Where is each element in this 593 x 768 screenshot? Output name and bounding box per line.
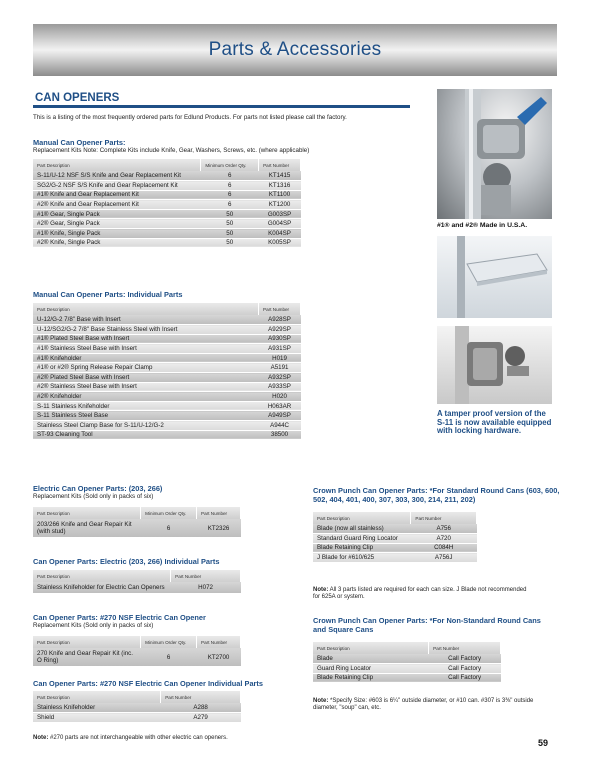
cell-part-number: 38500 <box>259 430 301 440</box>
table-row <box>33 334 301 344</box>
table-row <box>33 430 301 440</box>
crown-punch-photo <box>437 236 552 318</box>
col-part-description: Part Description <box>33 159 201 171</box>
col-part-number: Part Number <box>411 512 477 524</box>
table-row <box>33 713 241 723</box>
nsf270-individual-title: Can Opener Parts: #270 NSF Electric Can Opener Individual Parts <box>33 679 264 688</box>
crown-nonstandard-title: Crown Punch Can Opener Parts: *For Non-Standard Round Cans and Square Cans <box>313 616 541 634</box>
manual-individual-title: Manual Can Opener Parts: Individual Parts <box>33 290 183 299</box>
table-row <box>33 344 301 354</box>
col-part-description: Part Description <box>33 636 141 648</box>
table-row <box>313 543 477 553</box>
manual-individual-table <box>33 303 301 440</box>
cell-description: #1® Knife, Single Pack <box>33 229 201 239</box>
col-part-number: Part Number <box>171 570 241 582</box>
can-opener-illustration <box>437 89 552 219</box>
tamper-proof-caption: A tamper proof version of the S-11 is now available equipped with locking hardware. <box>437 409 552 436</box>
cell-part-number: A720 <box>411 534 477 544</box>
table-row <box>33 392 301 402</box>
cell-part-number: A933SP <box>259 382 301 392</box>
col-part-number: Part Number <box>197 636 241 648</box>
cell-part-number: KT1100 <box>259 190 301 200</box>
page-banner <box>33 24 557 76</box>
cell-part-number: A949SP <box>259 411 301 421</box>
crown-punch-illustration <box>437 236 552 318</box>
section-header <box>33 89 410 108</box>
col-part-number: Part Number <box>197 507 241 519</box>
col-part-description: Part Description <box>33 507 141 519</box>
cell-part-number: K004SP <box>259 229 301 239</box>
section-title: CAN OPENERS <box>35 92 120 104</box>
cell-part-number: A756 <box>411 524 477 534</box>
table-row <box>313 524 477 534</box>
crown-standard-note <box>313 587 533 602</box>
cell-part-number: KT1200 <box>259 200 301 210</box>
col-part-description: Part Description <box>313 512 411 524</box>
cell-part-number: KT2700 <box>197 648 241 667</box>
electric-individual-table <box>33 570 241 594</box>
cell-description: SG2/G-2 NSF S/S Knife and Gear Replacement Kit <box>33 181 201 191</box>
electric-kits-title: Electric Can Opener Parts: (203, 266) <box>33 484 163 493</box>
table-row <box>33 421 301 431</box>
manual-kits-table <box>33 159 301 248</box>
cell-qty: 50 <box>201 219 259 229</box>
cell-description: #2® Knife and Gear Replacement Kit <box>33 200 201 210</box>
nsf270-kits-title: Can Opener Parts: #270 NSF Electric Can Opener <box>33 613 206 622</box>
tamper-proof-photo <box>437 326 552 404</box>
cell-description: Blade Retaining Clip <box>313 673 429 683</box>
cell-description: #2® Knifeholder <box>33 392 259 402</box>
cell-description: #2® Knife, Single Pack <box>33 238 201 248</box>
cell-description: S-11 Stainless Knifeholder <box>33 401 259 411</box>
cell-description: Standard Guard Ring Locator <box>313 534 411 544</box>
cell-part-number: H019 <box>259 353 301 363</box>
cell-part-number: G004SP <box>259 219 301 229</box>
col-part-description: Part Description <box>33 691 161 703</box>
cell-part-number: A930SP <box>259 334 301 344</box>
cell-description: Stainless Steel Clamp Base for S-11/U-12/G-2 <box>33 421 259 431</box>
cell-description: U-12/G-2 7/8" Base with Insert <box>33 315 259 325</box>
cell-description: Blade <box>313 654 429 664</box>
cell-part-number: A756J <box>411 553 477 563</box>
cell-qty: 50 <box>201 238 259 248</box>
cell-description: Blade (now all stainless) <box>313 524 411 534</box>
cell-description: #1® Plated Steel Base with Insert <box>33 334 259 344</box>
cell-description: Blade Retaining Clip <box>313 543 411 553</box>
cell-qty: 6 <box>201 171 259 181</box>
col-min-order: Minimum Order Qty. <box>141 636 197 648</box>
table-row <box>313 534 477 544</box>
table-row <box>33 411 301 421</box>
crown-nonstandard-table <box>313 642 501 683</box>
cell-description: ST-93 Cleaning Tool <box>33 430 259 440</box>
cell-qty: 50 <box>201 229 259 239</box>
cell-part-number: Call Factory <box>429 654 501 664</box>
cell-qty: 6 <box>201 181 259 191</box>
crown-standard-title: Crown Punch Can Opener Parts: *For Standard Round Cans (603, 600, 502, 404, 401, 400, 307, 303, 300, 214, 211, 202) <box>313 486 560 504</box>
cell-part-number: G003SP <box>259 209 301 219</box>
table-row <box>313 654 501 664</box>
cell-part-number: A944C <box>259 421 301 431</box>
table-row <box>33 363 301 373</box>
cell-part-number: C084H <box>411 543 477 553</box>
note-text: All 3 parts listed are required for each can size. J Blade not recommended for 625A or system. <box>313 587 527 601</box>
cell-part-number: A5191 <box>259 363 301 373</box>
note-text: *Specify Size: #603 is 6¼" outside diameter, or #10 can. #307 is 3⅜" outside diameter, "soup" can, etc. <box>313 698 534 712</box>
table-row <box>33 209 301 219</box>
cell-description: #1® Gear, Single Pack <box>33 209 201 219</box>
col-part-description: Part Description <box>313 642 429 654</box>
cell-part-number: Call Factory <box>429 664 501 674</box>
cell-description: Guard Ring Locator <box>313 664 429 674</box>
cell-qty: 6 <box>201 200 259 210</box>
cell-description: #2® Stainless Steel Base with Insert <box>33 382 259 392</box>
cell-part-number: A932SP <box>259 373 301 383</box>
cell-description: Shield <box>33 713 161 723</box>
page-title: Parts & Accessories <box>208 39 382 60</box>
cell-description: Stainless Knifeholder <box>33 703 161 713</box>
cell-part-number: A288 <box>161 703 241 713</box>
table-row <box>33 171 301 181</box>
cell-part-number: A929SP <box>259 325 301 335</box>
manual-kits-title: Manual Can Opener Parts: <box>33 138 126 147</box>
table-row <box>33 582 241 594</box>
nsf270-kits-table <box>33 636 241 667</box>
table-row <box>313 673 501 683</box>
table-row <box>33 315 301 325</box>
can-opener-photo <box>437 89 552 219</box>
col-part-number: Part Number <box>429 642 501 654</box>
cell-part-number: Call Factory <box>429 673 501 683</box>
cell-description: #1® Knifeholder <box>33 353 259 363</box>
col-min-order: Minimum Order Qty. <box>141 507 197 519</box>
photo-caption: #1® and #2® Made in U.S.A. <box>437 222 528 229</box>
col-part-description: Part Description <box>33 570 171 582</box>
manual-kits-subtitle: Replacement Kits Note: Complete Kits include Knife, Gear, Washers, Screws, etc. (where applicable) <box>33 147 310 154</box>
cell-description: #1® Knife and Gear Replacement Kit <box>33 190 201 200</box>
nsf270-kits-subtitle: Replacement Kits (Sold only in packs of six) <box>33 622 154 629</box>
cell-description: #2® Gear, Single Pack <box>33 219 201 229</box>
cell-description: S-11 Stainless Steel Base <box>33 411 259 421</box>
cell-part-number: K005SP <box>259 238 301 248</box>
table-row <box>33 353 301 363</box>
table-row <box>33 519 241 538</box>
table-row <box>33 703 241 713</box>
cell-qty: 50 <box>201 209 259 219</box>
cell-description: U-12/SG2/G-2 7/8" Base Stainless Steel with Insert <box>33 325 259 335</box>
tamper-proof-illustration <box>437 326 552 404</box>
table-row <box>33 229 301 239</box>
cell-part-number: H063AR <box>259 401 301 411</box>
table-row <box>313 664 501 674</box>
table-row <box>33 219 301 229</box>
cell-part-number: A931SP <box>259 344 301 354</box>
cell-description: 270 Knife and Gear Repair Kit (inc. O Ring) <box>33 648 141 667</box>
table-row <box>33 325 301 335</box>
cell-qty: 6 <box>141 519 197 538</box>
electric-kits-table <box>33 507 241 538</box>
table-row <box>313 553 477 563</box>
cell-description: Stainless Knifeholder for Electric Can Openers <box>33 582 171 594</box>
col-min-order: Minimum Order Qty. <box>201 159 259 171</box>
cell-part-number: KT1316 <box>259 181 301 191</box>
note-label: Note: <box>33 735 49 741</box>
crown-standard-table <box>313 512 477 563</box>
col-part-number: Part Number <box>161 691 241 703</box>
cell-description: J Blade for #610/625 <box>313 553 411 563</box>
cell-description: 203/266 Knife and Gear Repair Kit (with stud) <box>33 519 141 538</box>
cell-part-number: H020 <box>259 392 301 402</box>
table-row <box>33 238 301 248</box>
page-number: 59 <box>538 738 549 748</box>
cell-part-number: A279 <box>161 713 241 723</box>
cell-description: #1® Stainless Steel Base with Insert <box>33 344 259 354</box>
electric-individual-title: Can Opener Parts: Electric (203, 266) Individual Parts <box>33 557 220 566</box>
col-part-number: Part Number <box>259 303 301 315</box>
note-text: #270 parts are not interchangeable with other electric can openers. <box>48 735 228 741</box>
table-row <box>33 401 301 411</box>
cell-description: #1® or #2® Spring Release Repair Clamp <box>33 363 259 373</box>
cell-part-number: A928SP <box>259 315 301 325</box>
nsf270-individual-table <box>33 691 241 723</box>
cell-qty: 6 <box>201 190 259 200</box>
cell-qty: 6 <box>141 648 197 667</box>
note-label: Note: <box>313 698 329 704</box>
table-row <box>33 190 301 200</box>
table-row <box>33 181 301 191</box>
cell-description: #2® Plated Steel Base with Insert <box>33 373 259 383</box>
col-part-number: Part Number <box>259 159 301 171</box>
note-label: Note: <box>313 587 329 593</box>
table-row <box>33 373 301 383</box>
cell-part-number: KT1415 <box>259 171 301 181</box>
nsf270-note <box>33 735 293 742</box>
crown-nonstandard-note <box>313 698 543 713</box>
col-part-description: Part Description <box>33 303 259 315</box>
section-intro: This is a listing of the most frequently ordered parts for Edlund Products. For parts not listed please call the factory. <box>33 114 347 121</box>
table-row <box>33 382 301 392</box>
table-row <box>33 200 301 210</box>
electric-kits-subtitle: Replacement Kits (Sold only in packs of six) <box>33 493 154 500</box>
cell-part-number: KT2326 <box>197 519 241 538</box>
table-row <box>33 648 241 667</box>
cell-description: S-11/U-12 NSF S/S Knife and Gear Replacement Kit <box>33 171 201 181</box>
cell-part-number: H072 <box>171 582 241 594</box>
